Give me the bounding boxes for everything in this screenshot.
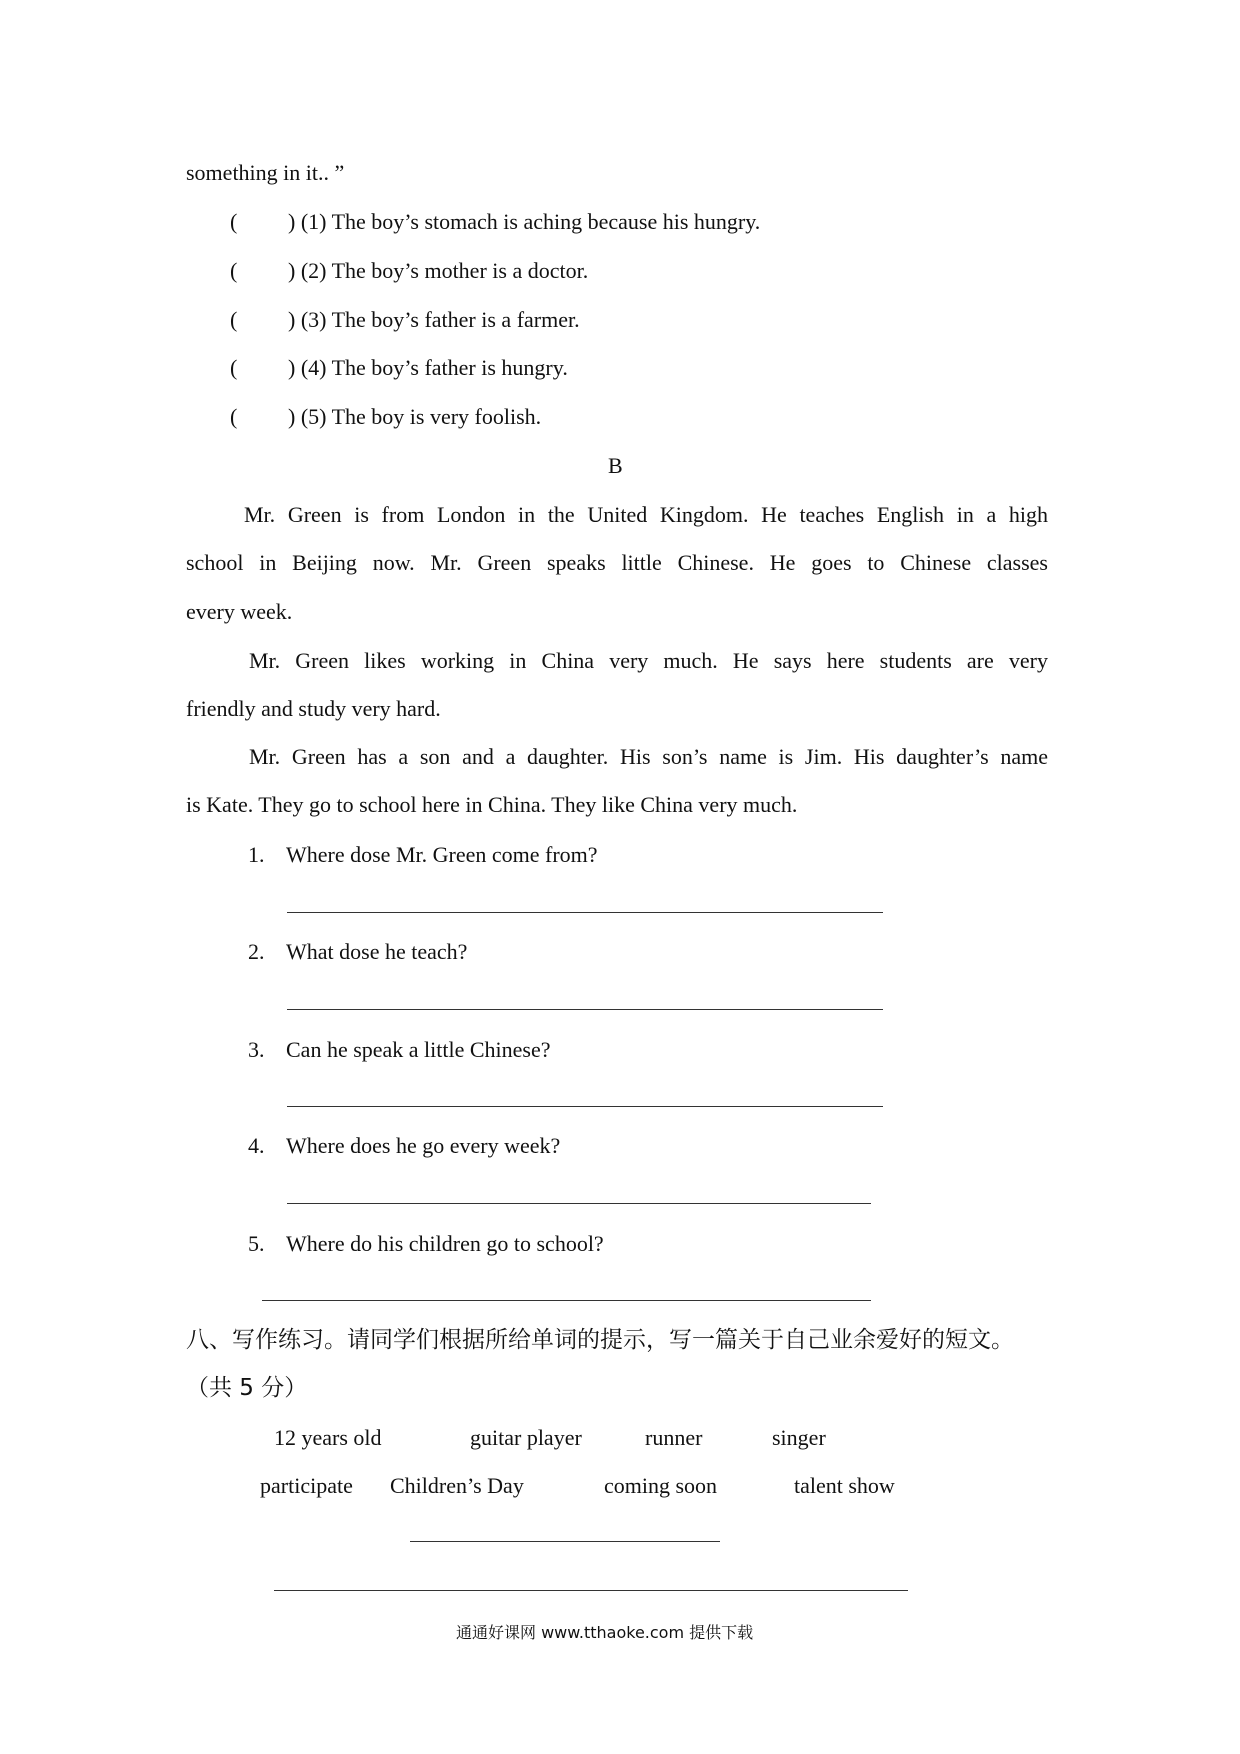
answer-paren[interactable]: ( [230,258,238,283]
answer-line-4[interactable] [287,1203,871,1204]
vocab-word: talent show [794,1473,895,1498]
passage-b-p2-line2: friendly and study very hard. [186,696,441,721]
tf-question-text: ) (2) The boy’s mother is a doctor. [288,258,589,283]
comprehension-question-1: 1. Where dose Mr. Green come from? [248,842,598,867]
vocab-word: 12 years old [274,1425,382,1450]
page-footer: 通通好课网 www.tthaoke.com 提供下载 [456,1623,754,1642]
section-b-label: B [608,453,623,478]
answer-paren[interactable]: ( [230,404,238,429]
tf-question-text: ) (5) The boy is very foolish. [288,404,542,429]
writing-section-heading: 八、写作练习。请同学们根据所给单词的提示，写一篇关于自己业余爱好的短文。 [186,1327,1014,1353]
tf-question-3 [230,305,580,335]
answer-line-1[interactable] [287,912,883,913]
vocab-word: participate [260,1473,353,1498]
comprehension-question-3: 3. Can he speak a little Chinese? [248,1037,551,1062]
tf-question-text: ) (1) The boy’s stomach is aching because his hungry. [288,209,761,234]
answer-line-5[interactable] [262,1300,871,1301]
writing-title-line[interactable] [410,1541,720,1542]
tf-question-1 [230,207,760,237]
tf-question-4 [230,353,568,383]
answer-paren[interactable]: ( [230,307,238,332]
tf-question-text: ) (4) The boy’s father is hungry. [288,355,568,380]
passage-b-p3-line1: Mr. Green has a son and a daughter. His son’s name is Jim. His daughter’s name [249,744,1048,769]
passage-b-p2-line1: Mr. Green likes working in China very much. He says here students are very [249,648,1048,673]
vocab-word: guitar player [470,1425,582,1450]
writing-line[interactable] [274,1590,908,1591]
tf-question-5 [230,402,541,432]
comprehension-question-4: 4. Where does he go every week? [248,1133,561,1158]
passage-b-p1-line2: school in Beijing now. Mr. Green speaks little Chinese. He goes to Chinese classes [186,550,1048,575]
passage-b-p1-line3: every week. [186,599,293,624]
answer-paren[interactable]: ( [230,209,238,234]
answer-line-2[interactable] [287,1009,883,1010]
answer-line-3[interactable] [287,1106,883,1107]
writing-section-points: （共 5 分） [186,1375,308,1401]
answer-paren[interactable]: ( [230,355,238,380]
passage-b-p3-line2: is Kate. They go to school here in China. They like China very much. [186,792,798,817]
tf-question-2 [230,256,588,286]
vocab-word: Children’s Day [390,1473,524,1498]
tf-question-text: ) (3) The boy’s father is a farmer. [288,307,580,332]
passage-b-p1-line1: Mr. Green is from London in the United Kingdom. He teaches English in a high [244,502,1048,527]
vocab-word: coming soon [604,1473,718,1498]
comprehension-question-5: 5. Where do his children go to school? [248,1231,604,1256]
vocab-word: singer [772,1425,826,1450]
comprehension-question-2: 2. What dose he teach? [248,939,468,964]
passage-a-tail: something in it.. ” [186,160,345,185]
vocab-word: runner [645,1425,703,1450]
